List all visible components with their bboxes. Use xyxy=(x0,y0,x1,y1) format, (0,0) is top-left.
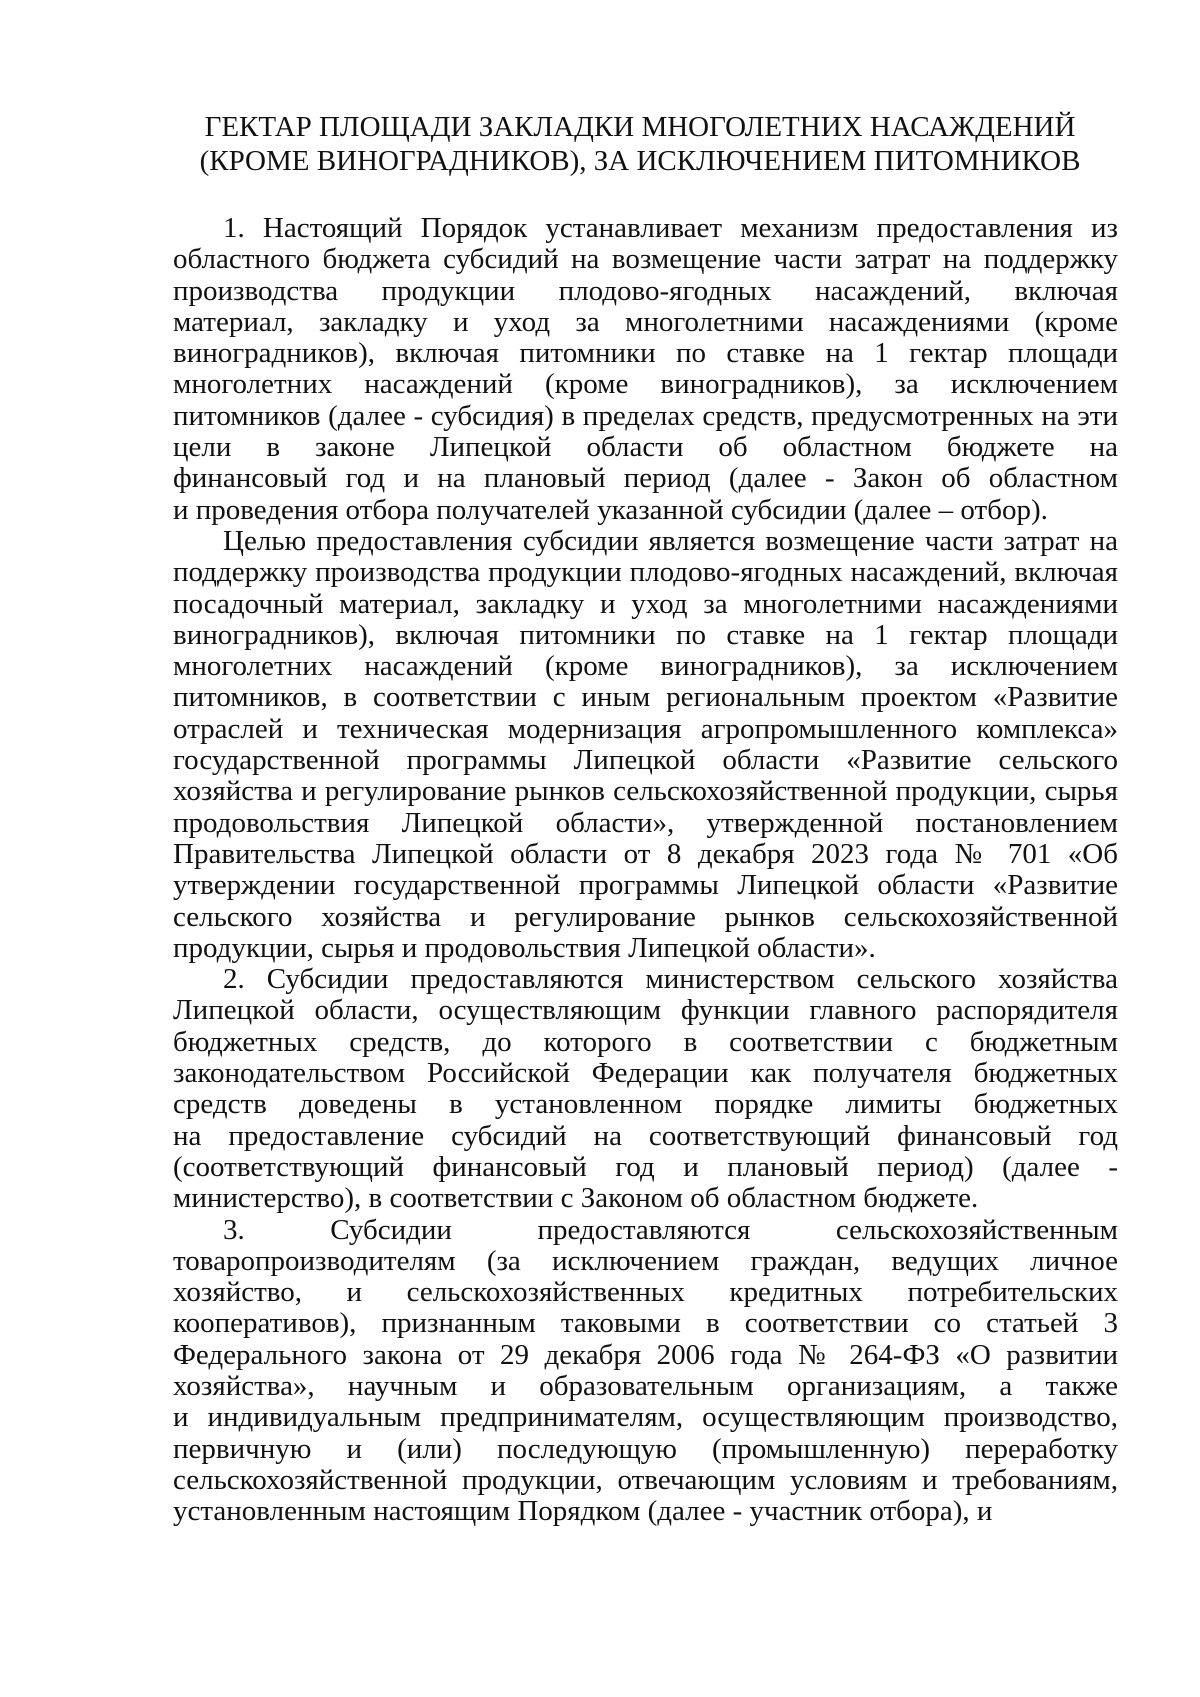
paragraph-line: и индивидуальным предпринимателям, осуществляющим производство, xyxy=(173,1402,1118,1434)
title-line: ГЕКТАР ПЛОЩАДИ ЗАКЛАДКИ МНОГОЛЕТНИХ НАСАЖДЕНИЙ xyxy=(204,111,1076,143)
paragraph-line: государственной программы Липецкой области «Развитие сельского xyxy=(173,745,1118,777)
paragraph-line: Целью предоставления субсидии является возмещение части затрат на xyxy=(223,525,1118,557)
paragraph-line: продукции, сырья и продовольствия Липецкой области». xyxy=(173,932,876,964)
paragraph-line: установленным настоящим Порядком (далее - участник отбора), и xyxy=(173,1496,993,1528)
paragraph-line: утверждении государственной программы Липецкой области «Развитие xyxy=(173,870,1118,902)
paragraph-line: отраслей и техническая модернизация агропромышленного комплекса» xyxy=(173,713,1118,745)
paragraph xyxy=(173,526,1118,964)
paragraph-line: финансовый год и на плановый период (далее - Закон об областном xyxy=(173,463,1118,495)
paragraph-line: хозяйства», научным и образовательным организациям, а также xyxy=(173,1370,1118,1402)
paragraph-line: 1. Настоящий Порядок устанавливает механизм предоставления из xyxy=(223,213,1118,244)
title-line: (КРОМЕ ВИНОГРАДНИКОВ), ЗА ИСКЛЮЧЕНИЕМ ПИТОМНИКОВ xyxy=(199,145,1081,177)
paragraph-line: многолетних насаждений (кроме виноградников), за исключением xyxy=(173,651,1118,683)
paragraph-line: министерство), в соответствии с Законом об областном бюджете. xyxy=(173,1183,979,1215)
paragraph-line: первичную и (или) последующую (промышленную) переработку xyxy=(173,1433,1118,1465)
paragraph-line: продовольствия Липецкой области», утвержденной постановлением xyxy=(173,807,1118,839)
paragraph-line: кооперативов), признанным таковыми в соответствии со статьей 3 xyxy=(173,1308,1118,1340)
paragraph-line: цели в законе Липецкой области об областном бюджете на xyxy=(173,432,1118,464)
paragraph-line: виноградников), включая питомники по ставке на 1 гектар площади xyxy=(173,338,1118,370)
paragraph-line: производства продукции плодово-ягодных насаждений, включая xyxy=(173,275,1118,307)
paragraph-line: материал, закладку и уход за многолетними насаждениями (кроме xyxy=(173,306,1118,338)
paragraph-line: питомников, в соответствии с иным региональным проектом «Развитие xyxy=(173,682,1118,714)
paragraph-line: посадочный материал, закладку и уход за многолетними насаждениями xyxy=(173,588,1118,620)
paragraph-line: поддержку производства продукции плодово-ягодных насаждений, включая xyxy=(173,557,1118,589)
paragraph-line: многолетних насаждений (кроме виноградников), за исключением xyxy=(173,369,1118,401)
paragraph-line: бюджетных средств, до которого в соответствии с бюджетным xyxy=(173,1026,1118,1058)
paragraph xyxy=(173,1215,1118,1528)
document-body xyxy=(173,213,1118,1527)
paragraph-line: Федерального закона от 29 декабря 2006 года № 264-ФЗ «О развитии xyxy=(173,1339,1118,1371)
paragraph-line: 3. Субсидии предоставляются сельскохозяйственным xyxy=(223,1214,1118,1246)
paragraph-line: областного бюджета субсидий на возмещение части затрат на поддержку xyxy=(173,244,1118,276)
paragraph-line: на предоставление субсидий на соответствующий финансовый год xyxy=(173,1120,1118,1152)
paragraph xyxy=(173,213,1118,526)
paragraph-line: виноградников), включая питомники по ставке на 1 гектар площади xyxy=(173,619,1118,651)
paragraph-line: сельского хозяйства и регулирование рынков сельскохозяйственной xyxy=(173,901,1118,933)
paragraph-line: законодательством Российской Федерации как получателя бюджетных xyxy=(173,1058,1118,1090)
paragraph-line: (соответствующий финансовый год и плановый период) (далее - xyxy=(173,1151,1118,1183)
document-title xyxy=(160,110,1120,178)
paragraph-line: средств доведены в установленном порядке лимиты бюджетных xyxy=(173,1089,1118,1121)
paragraph-line: и проведения отбора получателей указанной субсидии (далее – отбор). xyxy=(173,494,1048,526)
paragraph-line: Правительства Липецкой области от 8 декабря 2023 года № 701 «Об xyxy=(173,838,1118,870)
paragraph-line: хозяйства и регулирование рынков сельскохозяйственной продукции, сырья xyxy=(173,776,1118,808)
paragraph-line: сельскохозяйственной продукции, отвечающим условиям и требованиям, xyxy=(173,1464,1118,1496)
paragraph-line: товаропроизводителям (за исключением граждан, ведущих личное xyxy=(173,1245,1118,1277)
paragraph-line: питомников (далее - субсидия) в пределах средств, предусмотренных на эти xyxy=(173,400,1118,432)
paragraph xyxy=(173,964,1118,1214)
paragraph-line: Липецкой области, осуществляющим функции главного распорядителя xyxy=(173,995,1118,1027)
paragraph-line: 2. Субсидии предоставляются министерством сельского хозяйства xyxy=(223,964,1118,996)
paragraph-line: хозяйство, и сельскохозяйственных кредитных потребительских xyxy=(173,1277,1118,1309)
